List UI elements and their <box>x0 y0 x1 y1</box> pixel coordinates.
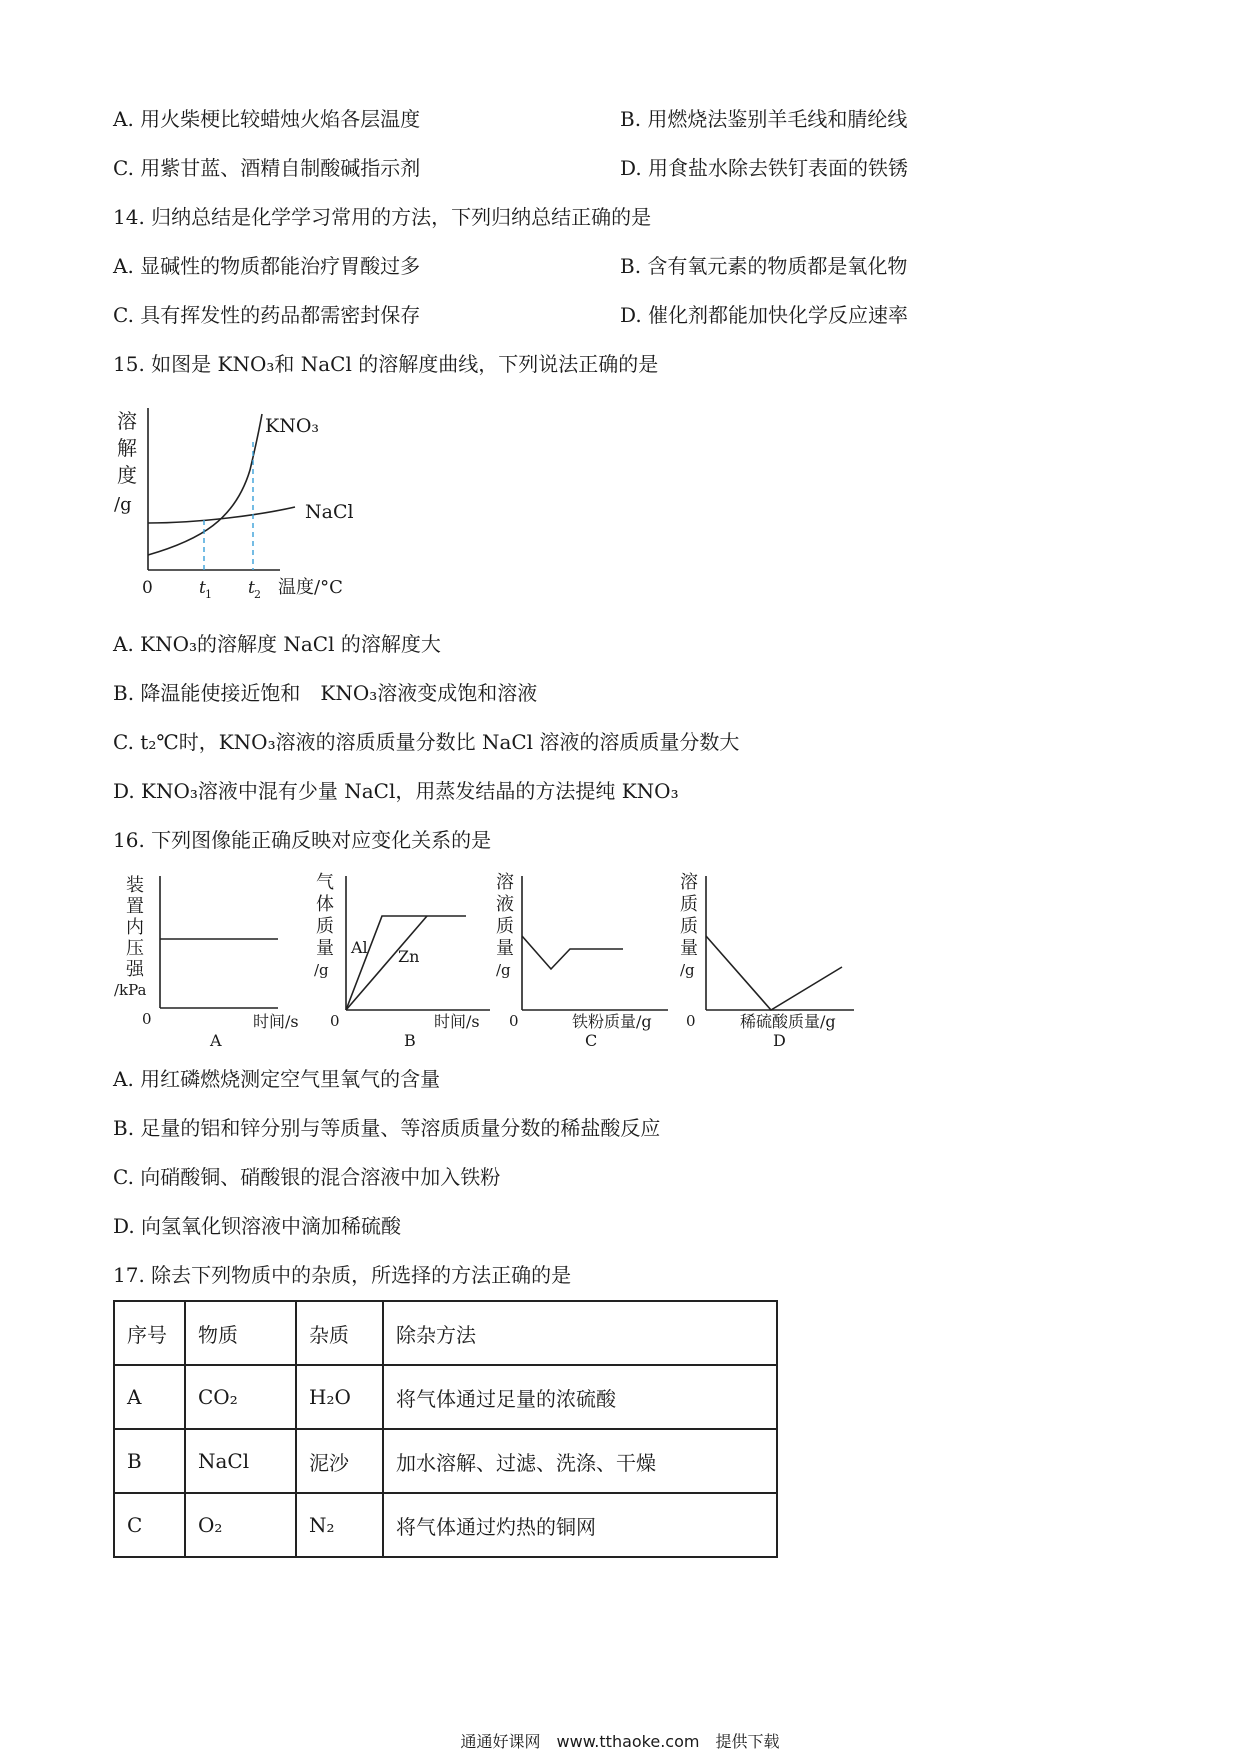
q16b-letter: B <box>404 1031 416 1050</box>
q13-option-a: A. 用火柴梗比较蜡烛火焰各层温度 <box>113 107 421 131</box>
table-cell: 泥沙 <box>296 1429 383 1493</box>
page-footer: 通通好课网 www.tthaoke.com 提供下载 <box>460 1732 780 1751</box>
q16c-letter: C <box>585 1031 598 1050</box>
table-row <box>114 1493 777 1557</box>
q15-stem: 15. 如图是 KNO₃和 NaCl 的溶解度曲线，下列说法正确的是 <box>113 352 659 376</box>
table-cell: O₂ <box>185 1493 296 1557</box>
q16d-ylabel-5: /g <box>680 961 695 979</box>
q16-graph-c <box>490 870 680 1050</box>
q16a-ylabel-3: 内 <box>126 917 144 938</box>
q14-option-c: C. 具有挥发性的药品都需密封保存 <box>113 303 421 327</box>
table-row <box>114 1429 777 1493</box>
q13-option-b: B. 用燃烧法鉴别羊毛线和腈纶线 <box>620 107 908 131</box>
q15-nacl-curve <box>148 507 295 523</box>
q16c-ylabel-4: 量 <box>496 938 514 959</box>
q15-ylabel-3: 度 <box>117 463 137 487</box>
q16a-ylabel-5: 强 <box>126 959 144 980</box>
q16-option-a: A. 用红磷燃烧测定空气里氧气的含量 <box>113 1067 441 1091</box>
q16b-origin: 0 <box>330 1012 340 1030</box>
q16-option-c: C. 向硝酸铜、硝酸银的混合溶液中加入铁粉 <box>113 1165 501 1189</box>
q15-option-d: D. KNO₃溶液中混有少量 NaCl，用蒸发结晶的方法提纯 KNO₃ <box>113 779 679 803</box>
q15-xlabel: 温度/°C <box>278 577 343 598</box>
q16d-ylabel-1: 溶 <box>680 872 698 893</box>
q13-option-c: C. 用紫甘蓝、酒精自制酸碱指示剂 <box>113 156 421 180</box>
q16a-ylabel-2: 置 <box>126 896 144 917</box>
q15-t1-sub: 1 <box>205 588 212 601</box>
q16b-ylabel-2: 体 <box>316 894 334 915</box>
table-cell: N₂ <box>296 1493 383 1557</box>
q15-t2-sub: 2 <box>254 588 261 601</box>
table-row <box>114 1365 777 1429</box>
q16a-origin: 0 <box>142 1010 152 1028</box>
table-cell: 加水溶解、过滤、洗涤、干燥 <box>383 1429 777 1493</box>
table-header-cell: 杂质 <box>296 1301 383 1365</box>
q16d-mass-line <box>706 936 842 1010</box>
table-cell: B <box>114 1429 185 1493</box>
q16b-al-label: Al <box>351 938 368 957</box>
q16-stem: 16. 下列图像能正确反映对应变化关系的是 <box>113 828 492 852</box>
q15-ylabel-2: 解 <box>117 436 137 460</box>
q16c-ylabel-5: /g <box>496 961 511 979</box>
table-cell: CO₂ <box>185 1365 296 1429</box>
table-cell: 将气体通过灼热的铜网 <box>383 1493 777 1557</box>
table-header-cell: 除杂方法 <box>383 1301 777 1365</box>
q16-graph-d <box>674 870 874 1050</box>
q16-option-b: B. 足量的铝和锌分别与等质量、等溶质质量分数的稀盐酸反应 <box>113 1116 661 1140</box>
q16d-ylabel-4: 量 <box>680 938 698 959</box>
q14-option-d: D. 催化剂都能加快化学反应速率 <box>620 303 909 327</box>
q15-kno3-label: KNO₃ <box>265 415 320 437</box>
q16c-mass-line <box>522 936 623 969</box>
q15-option-c: C. t₂℃时，KNO₃溶液的溶质质量分数比 NaCl 溶液的溶质质量分数大 <box>113 730 740 754</box>
table-cell: H₂O <box>296 1365 383 1429</box>
q14-stem: 14. 归纳总结是化学学习常用的方法，下列归纳总结正确的是 <box>113 205 652 229</box>
q16c-origin: 0 <box>509 1012 519 1030</box>
q16a-ylabel-1: 装 <box>126 875 144 896</box>
q16b-ylabel-1: 气 <box>316 872 334 893</box>
table-cell: NaCl <box>185 1429 296 1493</box>
table-cell: 将气体通过足量的浓硫酸 <box>383 1365 777 1429</box>
table-header-cell: 物质 <box>185 1301 296 1365</box>
q15-kno3-curve <box>148 414 262 555</box>
q15-nacl-label: NaCl <box>305 501 354 523</box>
q16c-ylabel-2: 液 <box>496 894 514 915</box>
q16c-ylabel-1: 溶 <box>496 872 514 893</box>
q16a-ylabel-4: 压 <box>126 938 144 959</box>
q16d-letter: D <box>773 1031 786 1050</box>
q16a-ylabel-6: /kPa <box>114 981 147 999</box>
q16a-letter: A <box>210 1031 222 1050</box>
q16d-ylabel-3: 质 <box>680 916 698 937</box>
q13-option-d: D. 用食盐水除去铁钉表面的铁锈 <box>620 156 909 180</box>
table-cell: A <box>114 1365 185 1429</box>
q15-ylabel-4: /g <box>114 494 132 515</box>
q17-table <box>113 1300 778 1558</box>
q16c-ylabel-3: 质 <box>496 916 514 937</box>
q16-graph-b <box>310 870 500 1050</box>
q16b-ylabel-3: 质 <box>316 916 334 937</box>
q16-option-d: D. 向氢氧化钡溶液中滴加稀硫酸 <box>113 1214 402 1238</box>
q16d-ylabel-2: 质 <box>680 894 698 915</box>
table-header-row <box>114 1301 777 1365</box>
q14-option-b: B. 含有氧元素的物质都是氧化物 <box>620 254 908 278</box>
table-cell: C <box>114 1493 185 1557</box>
q16b-zn-label: Zn <box>398 947 420 966</box>
q16-graph-a <box>110 870 299 1050</box>
q15-t1-label: t <box>199 578 206 598</box>
q16b-ylabel-5: /g <box>314 961 329 979</box>
q14-option-a: A. 显碱性的物质都能治疗胃酸过多 <box>113 254 421 278</box>
q15-solubility-figure <box>110 400 370 610</box>
q15-option-a: A. KNO₃的溶解度 NaCl 的溶解度大 <box>113 632 441 656</box>
q16d-origin: 0 <box>686 1012 696 1030</box>
q15-option-b: B. 降温能使接近饱和 KNO₃溶液变成饱和溶液 <box>113 681 538 705</box>
q16d-xlabel: 稀硫酸质量/g <box>740 1012 836 1031</box>
q15-origin-label: 0 <box>142 578 153 598</box>
q16b-ylabel-4: 量 <box>316 938 334 959</box>
q15-t2-label: t <box>248 578 255 598</box>
q16c-xlabel: 铁粉质量/g <box>572 1012 652 1031</box>
table-header-cell: 序号 <box>114 1301 185 1365</box>
q16b-xlabel: 时间/s <box>434 1012 480 1031</box>
q15-ylabel-1: 溶 <box>117 409 137 433</box>
q16a-xlabel: 时间/s <box>253 1012 299 1031</box>
q17-stem: 17. 除去下列物质中的杂质，所选择的方法正确的是 <box>113 1263 572 1287</box>
